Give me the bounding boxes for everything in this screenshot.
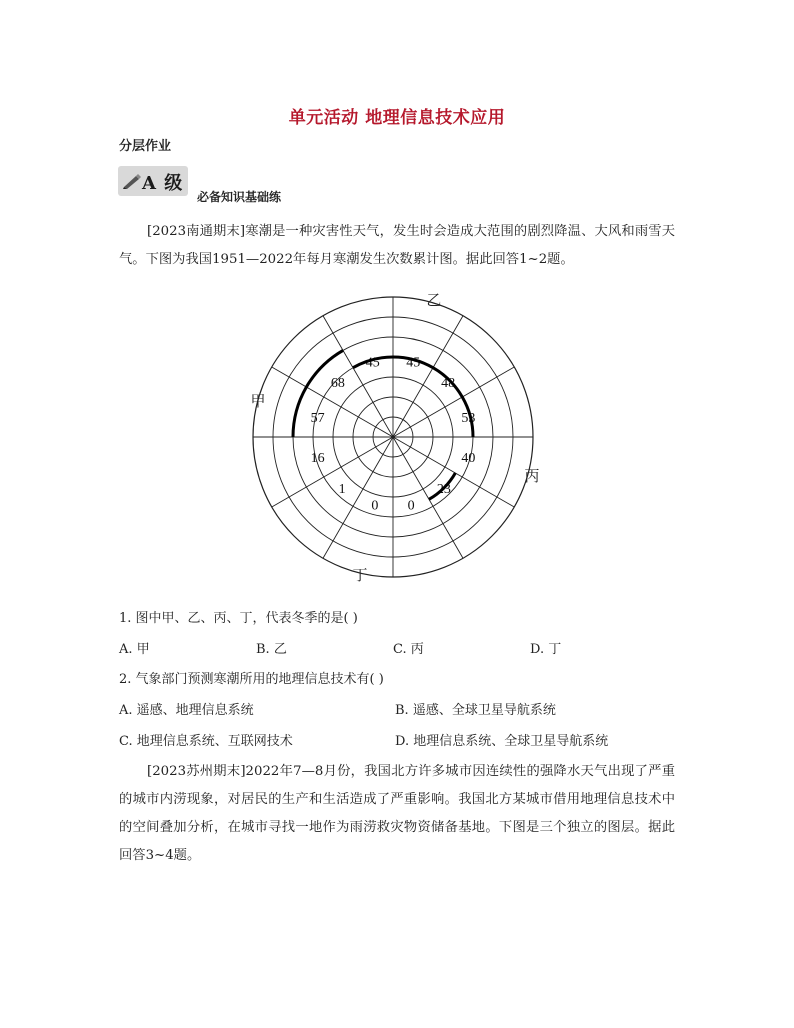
chart-value-label: 53 — [461, 410, 476, 426]
q1-option-a[interactable]: A. 甲 — [119, 642, 150, 657]
chart-value-label: 0 — [407, 498, 415, 514]
chart-quadrant-label: 丁 — [352, 566, 368, 584]
q2-option-d[interactable]: D. 地理信息系统、全球卫星导航系统 — [395, 734, 609, 749]
question-1-stem: 1. 图中甲、乙、丙、丁，代表冬季的是( ) — [119, 611, 358, 626]
q1-option-c[interactable]: C. 丙 — [393, 642, 424, 657]
q2-option-a[interactable]: A. 遥感、地理信息系统 — [119, 703, 254, 718]
chart-spoke — [323, 437, 393, 558]
cold-wave-radial-chart — [240, 288, 560, 588]
chart-value-label: 45 — [406, 355, 421, 371]
chart-value-label: 57 — [310, 410, 325, 426]
chart-value-label: 48 — [441, 375, 456, 391]
chart-quadrant-label: 甲 — [250, 392, 266, 410]
level-subtitle: 必备知识基础练 — [197, 190, 282, 204]
chart-value-label: 40 — [461, 451, 476, 467]
chart-value-label: 45 — [365, 355, 380, 371]
q1-option-b[interactable]: B. 乙 — [256, 642, 287, 657]
chart-spoke — [272, 437, 393, 507]
q2-option-c[interactable]: C. 地理信息系统、互联网技术 — [119, 734, 293, 749]
question-2-stem: 2. 气象部门预测寒潮所用的地理信息技术有( ) — [119, 672, 384, 687]
question-intro-3-4: [2023苏州期末]2022年7—8月份，我国北方许多城市因连续性的强降水天气出现了严重的城市内涝现象，对居民的生产和生活造成了严重影响。我国北方某城市借用地理信息技术中的空间叠加分析，在城市寻找一地作为雨涝救灾物资储备基地。下图是三个独立的图层。据此回答3~4题。 — [119, 764, 675, 863]
pencil-icon — [122, 173, 144, 189]
chart-value-label: 0 — [371, 498, 379, 514]
chart-quadrant-label: 丙 — [524, 467, 540, 485]
chart-quadrant-label: 乙 — [426, 291, 442, 309]
level-label: A 级 — [142, 173, 184, 194]
level-badge — [118, 166, 188, 196]
q1-option-d[interactable]: D. 丁 — [530, 642, 562, 657]
chart-spoke — [393, 437, 463, 558]
chart-value-label: 23 — [436, 481, 451, 497]
question-intro-1-2: [2023南通期末]寒潮是一种灾害性天气，发生时会造成大范围的剧烈降温、大风和雨雪天气。下图为我国1951—2022年每月寒潮发生次数累计图。据此回答1~2题。 — [119, 224, 675, 267]
chart-spoke — [393, 437, 514, 507]
chart-value-label: 16 — [310, 451, 325, 467]
q2-option-b[interactable]: B. 遥感、全球卫星导航系统 — [395, 703, 556, 718]
page-title: 单元活动 地理信息技术应用 — [288, 108, 506, 128]
section-heading: 分层作业 — [119, 139, 172, 154]
chart-value-label: 1 — [338, 481, 346, 497]
chart-value-label: 68 — [330, 375, 345, 391]
